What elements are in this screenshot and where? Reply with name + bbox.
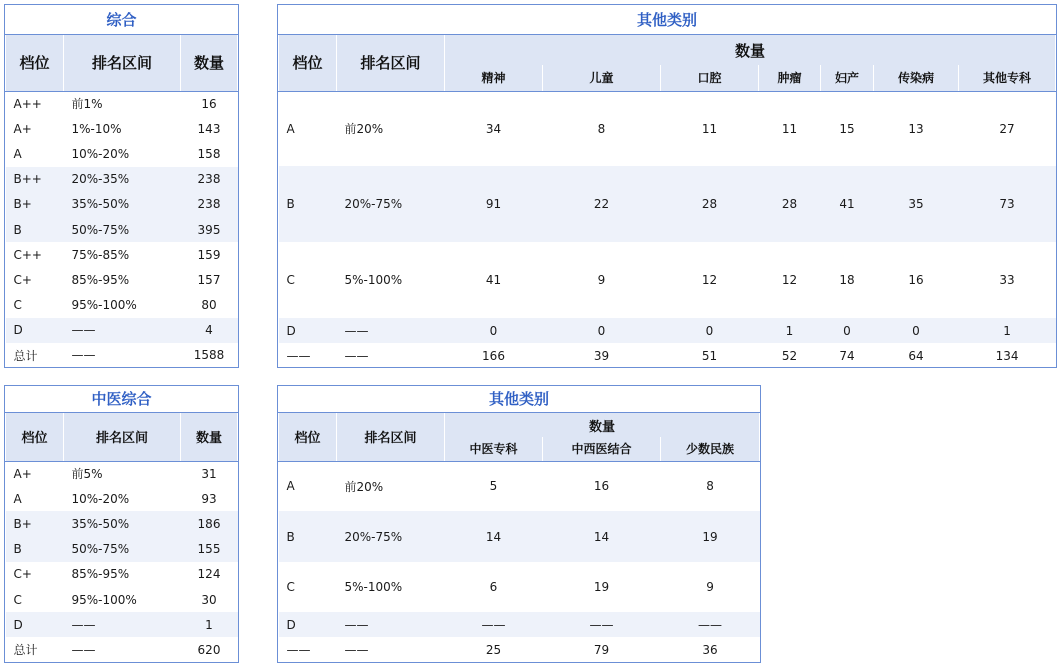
- value-cell: 13: [908, 121, 924, 136]
- zonghe-panel: [4, 4, 239, 368]
- header-count: 数量: [181, 413, 238, 461]
- grade-cell: C: [13, 298, 22, 313]
- value-cell: 14: [445, 511, 543, 562]
- grade-cell: ——: [286, 348, 311, 363]
- zonghe-title: 综合: [5, 5, 238, 35]
- qita2-panel: [277, 385, 761, 663]
- value-cell: 9: [706, 580, 714, 594]
- value-cell: 8: [597, 121, 606, 136]
- subheader-1: 儿童: [543, 65, 661, 91]
- value-cell: 6: [489, 580, 498, 594]
- value-cell: 91: [445, 166, 543, 242]
- count-cell: 395: [181, 217, 238, 242]
- range-cell: 75%-85%: [71, 247, 130, 262]
- grade-cell: B: [6, 537, 64, 562]
- value-cell: 5: [489, 479, 498, 494]
- value-cell: 51: [701, 348, 718, 363]
- value-cell: 28: [661, 166, 759, 242]
- count-cell: 80: [201, 298, 217, 313]
- grade-cell: A: [286, 121, 295, 136]
- range-cell: 85%-95%: [71, 567, 130, 582]
- value-cell: 64: [908, 348, 924, 363]
- table-row: [6, 637, 238, 662]
- subheader-0: 中医专科: [445, 437, 543, 461]
- value-cell: 0: [821, 318, 874, 343]
- header-count: 数量: [445, 35, 1056, 65]
- value-cell: 0: [874, 318, 959, 343]
- grade-cell: A: [13, 146, 22, 161]
- count-cell: 30: [201, 592, 217, 607]
- value-cell: 35: [874, 166, 959, 242]
- range-cell: 20%-35%: [64, 167, 181, 192]
- header-grade: 档位: [6, 413, 64, 461]
- table-row: [6, 267, 238, 292]
- count-cell: 159: [197, 247, 221, 262]
- table-row: [6, 612, 238, 637]
- table-row: [6, 562, 238, 587]
- grade-cell: D: [279, 318, 337, 343]
- grade-cell: C+: [13, 272, 32, 287]
- range-cell: 35%-50%: [64, 511, 181, 536]
- range-cell: 20%-75%: [337, 166, 445, 242]
- table-row: [6, 511, 238, 536]
- value-cell: 39: [593, 348, 610, 363]
- table-row: [279, 91, 1056, 166]
- range-cell: 95%-100%: [71, 298, 137, 313]
- qita2-table: [278, 413, 760, 662]
- range-cell: ——: [71, 642, 96, 657]
- value-cell: 16: [593, 479, 610, 494]
- count-cell: 157: [197, 272, 221, 287]
- subheader-2: 口腔: [661, 65, 759, 91]
- table-row: [279, 511, 760, 562]
- value-cell: 0: [661, 318, 759, 343]
- value-cell: 0: [543, 318, 661, 343]
- table-row: [6, 461, 238, 486]
- header-grade: 档位: [6, 35, 64, 91]
- table-row: [6, 141, 238, 166]
- value-cell: 12: [701, 273, 718, 287]
- value-cell: 33: [999, 273, 1015, 287]
- table-row: [279, 637, 760, 662]
- value-cell: 11: [781, 121, 798, 136]
- zonghe-table: [5, 35, 238, 368]
- grade-cell: D: [6, 612, 64, 637]
- table-row: [6, 167, 238, 192]
- range-cell: 10%-20%: [71, 491, 130, 506]
- count-cell: 155: [181, 537, 238, 562]
- count-cell: 4: [181, 318, 238, 343]
- grade-cell: C: [286, 273, 295, 287]
- value-cell: 73: [959, 166, 1056, 242]
- count-cell: 238: [181, 192, 238, 217]
- subheader-5: 传染病: [874, 65, 959, 91]
- range-cell: ——: [64, 318, 181, 343]
- value-cell: 74: [839, 348, 855, 363]
- value-cell: 12: [781, 273, 798, 287]
- range-cell: 前5%: [71, 467, 103, 482]
- value-cell: 79: [593, 642, 610, 657]
- grade-cell: D: [279, 612, 337, 637]
- value-cell: 9: [597, 273, 606, 287]
- header-range: 排名区间: [337, 35, 445, 91]
- value-cell: 134: [995, 348, 1019, 363]
- range-cell: 95%-100%: [71, 592, 137, 607]
- range-cell: ——: [71, 348, 96, 363]
- grade-cell: 总计: [13, 348, 38, 363]
- qita2-body: [279, 461, 760, 662]
- count-cell: 93: [201, 491, 217, 506]
- subheader-0: 精神: [445, 65, 543, 91]
- value-cell: 166: [482, 348, 505, 363]
- grade-cell: A++: [13, 96, 42, 111]
- value-cell: 11: [701, 121, 718, 136]
- grade-cell: A+: [13, 121, 32, 136]
- count-cell: 143: [197, 121, 221, 136]
- table-row: [279, 461, 760, 511]
- subheader-4: 妇产: [821, 65, 874, 91]
- value-cell: 52: [781, 348, 798, 363]
- value-cell: 22: [543, 166, 661, 242]
- value-cell: ——: [543, 612, 661, 637]
- subheader-6: 其他专科: [959, 65, 1056, 91]
- subheader-3: 肿瘤: [759, 65, 821, 91]
- table-row: [279, 343, 1056, 368]
- grade-cell: D: [6, 318, 64, 343]
- range-cell: 85%-95%: [71, 272, 130, 287]
- range-cell: ——: [344, 642, 369, 657]
- count-cell: 1588: [193, 348, 225, 363]
- table-row: [6, 486, 238, 511]
- value-cell: ——: [661, 612, 760, 637]
- grade-cell: B++: [6, 167, 64, 192]
- count-cell: 186: [181, 511, 238, 536]
- table-row: [6, 318, 238, 343]
- grade-cell: C: [286, 580, 295, 594]
- value-cell: 1: [759, 318, 821, 343]
- table-row: [279, 242, 1056, 318]
- value-cell: 15: [839, 121, 855, 136]
- header-grade: 档位: [279, 35, 337, 91]
- grade-cell: B+: [6, 511, 64, 536]
- value-cell: 18: [839, 273, 855, 287]
- range-cell: 前20%: [344, 122, 384, 137]
- count-cell: 1: [181, 612, 238, 637]
- table-row: [6, 116, 238, 141]
- range-cell: 50%-75%: [64, 217, 181, 242]
- qita1-panel: [277, 4, 1057, 368]
- range-cell: ——: [337, 318, 445, 343]
- value-cell: 41: [821, 166, 874, 242]
- zonghe-body: [6, 91, 238, 368]
- grade-cell: B: [279, 511, 337, 562]
- qita2-title: 其他类别: [278, 386, 760, 413]
- header-count: 数量: [445, 413, 760, 437]
- grade-cell: C+: [13, 567, 32, 582]
- zhongyi-panel: [4, 385, 239, 663]
- header-range: 排名区间: [337, 413, 445, 461]
- range-cell: 1%-10%: [71, 121, 122, 136]
- table-row: [6, 587, 238, 612]
- grade-cell: B+: [6, 192, 64, 217]
- value-cell: 14: [543, 511, 661, 562]
- value-cell: 19: [661, 511, 760, 562]
- table-row: [279, 612, 760, 637]
- grade-cell: ——: [286, 642, 311, 657]
- range-cell: ——: [344, 348, 369, 363]
- range-cell: 前20%: [344, 479, 384, 494]
- table-row: [279, 318, 1056, 343]
- count-cell: 158: [197, 146, 221, 161]
- count-cell: 124: [197, 567, 221, 582]
- table-row: [6, 91, 238, 116]
- grade-cell: 总计: [13, 643, 38, 658]
- count-cell: 31: [201, 466, 217, 481]
- table-row: [6, 242, 238, 267]
- grade-cell: A: [286, 479, 295, 494]
- grade-cell: C++: [13, 247, 42, 262]
- range-cell: 5%-100%: [344, 273, 403, 287]
- header-count: 数量: [181, 35, 238, 91]
- value-cell: 8: [706, 479, 714, 494]
- subheader-2: 少数民族: [661, 437, 760, 461]
- zhongyi-title: 中医综合: [5, 386, 238, 413]
- table-row: [6, 293, 238, 318]
- value-cell: 36: [702, 642, 718, 657]
- grade-cell: B: [279, 166, 337, 242]
- value-cell: 25: [485, 642, 502, 657]
- count-cell: 238: [181, 167, 238, 192]
- table-row: [6, 217, 238, 242]
- value-cell: 1: [959, 318, 1056, 343]
- header-range: 排名区间: [64, 413, 181, 461]
- zhongyi-body: [6, 461, 238, 663]
- qita1-table: [278, 35, 1056, 368]
- count-cell: 620: [197, 642, 221, 657]
- value-cell: 28: [759, 166, 821, 242]
- range-cell: 20%-75%: [337, 511, 445, 562]
- value-cell: 41: [485, 273, 502, 287]
- value-cell: 16: [908, 273, 924, 287]
- table-row: [279, 166, 1056, 242]
- count-cell: 16: [201, 96, 217, 111]
- range-cell: 35%-50%: [64, 192, 181, 217]
- value-cell: 0: [445, 318, 543, 343]
- qita1-body: [279, 91, 1056, 368]
- table-row: [6, 192, 238, 217]
- grade-cell: C: [13, 592, 22, 607]
- range-cell: ——: [64, 612, 181, 637]
- value-cell: 34: [485, 121, 502, 136]
- grade-cell: A+: [13, 466, 32, 481]
- grade-cell: B: [6, 217, 64, 242]
- zhongyi-table: [5, 413, 238, 663]
- header-grade: 档位: [279, 413, 337, 461]
- range-cell: 50%-75%: [64, 537, 181, 562]
- value-cell: 19: [593, 580, 610, 594]
- value-cell: 27: [999, 121, 1015, 136]
- header-range: 排名区间: [64, 35, 181, 91]
- qita1-title: 其他类别: [278, 5, 1056, 35]
- range-cell: 10%-20%: [71, 146, 130, 161]
- range-cell: 前1%: [71, 97, 103, 112]
- table-row: [6, 343, 238, 368]
- range-cell: ——: [337, 612, 445, 637]
- value-cell: ——: [445, 612, 543, 637]
- table-row: [6, 537, 238, 562]
- table-row: [279, 562, 760, 612]
- grade-cell: A: [13, 491, 22, 506]
- range-cell: 5%-100%: [344, 580, 403, 594]
- subheader-1: 中西医结合: [543, 437, 661, 461]
